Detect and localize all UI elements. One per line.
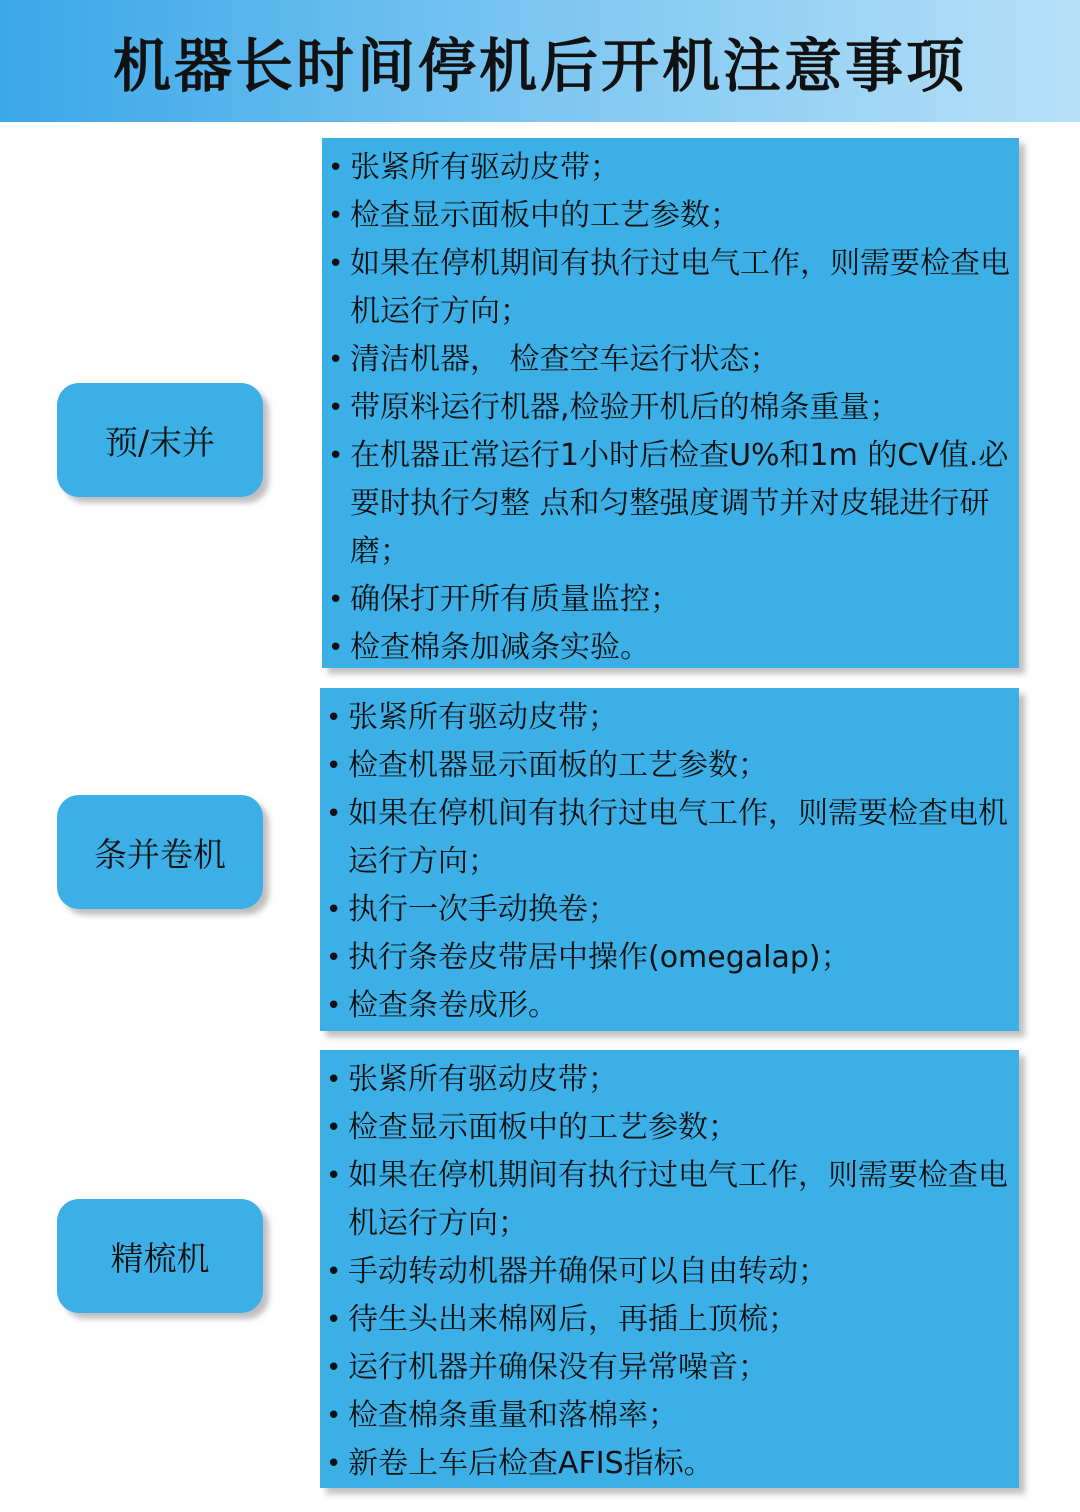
list-item: • 张紧所有驱动皮带； <box>324 1056 1019 1104</box>
title-banner <box>0 0 1080 122</box>
list-item: • 手动转动机器并确保可以自由转动； <box>324 1248 1019 1296</box>
page-title: 机器长时间停机后开机注意事项 <box>112 32 967 100</box>
list-item: • 新卷上车后检查AFIS指标。 <box>324 1440 1019 1488</box>
section-label-text: 条并卷机 <box>94 834 226 874</box>
section-panel-comber <box>320 1050 1019 1488</box>
list-item: • 张紧所有驱动皮带； <box>324 694 1019 742</box>
list-item: • 检查显示面板中的工艺参数； <box>326 192 1019 240</box>
list-item: • 张紧所有驱动皮带； <box>326 144 1019 192</box>
section-panel-pre-finisher-drawing <box>322 138 1019 668</box>
list-item: • 待生头出来棉网后，再插上顶梳； <box>324 1296 1019 1344</box>
list-item: • 检查条卷成形。 <box>324 982 1019 1030</box>
list-item: • 确保打开所有质量监控； <box>326 576 1019 624</box>
section-panel-lap-winder <box>320 688 1019 1031</box>
list-item: • 执行条卷皮带居中操作(omegalap)； <box>324 934 1019 982</box>
list-item: • 运行机器并确保没有异常噪音； <box>324 1344 1019 1392</box>
list-item: • 如果在停机期间有执行过电气工作，则需要检查电机运行方向； <box>326 240 1019 336</box>
list-item: • 如果在停机间有执行过电气工作，则需要检查电机运行方向； <box>324 790 1019 886</box>
list-item: • 清洁机器， 检查空车运行状态； <box>326 336 1019 384</box>
checklist <box>324 1056 1019 1488</box>
section-label-lap-winder <box>57 795 263 909</box>
list-item: • 检查棉条重量和落棉率； <box>324 1392 1019 1440</box>
list-item: • 在机器正常运行1小时后检查U%和1m 的CV值.必要时执行匀整 点和匀整强度调节并对皮辊进行研磨； <box>326 432 1019 576</box>
list-item: • 如果在停机期间有执行过电气工作，则需要检查电机运行方向； <box>324 1152 1019 1248</box>
list-item: • 带原料运行机器,检验开机后的棉条重量； <box>326 384 1019 432</box>
list-item: • 检查显示面板中的工艺参数； <box>324 1104 1019 1152</box>
list-item: • 检查机器显示面板的工艺参数； <box>324 742 1019 790</box>
section-label-text: 预/末并 <box>104 422 216 462</box>
checklist <box>326 144 1019 672</box>
section-label-text: 精梳机 <box>110 1238 210 1278</box>
list-item: • 检查棉条加减条实验。 <box>326 624 1019 672</box>
list-item: • 执行一次手动换卷； <box>324 886 1019 934</box>
section-label-comber <box>57 1199 263 1313</box>
section-label-pre-finisher-drawing <box>57 383 263 497</box>
checklist <box>324 694 1019 1030</box>
